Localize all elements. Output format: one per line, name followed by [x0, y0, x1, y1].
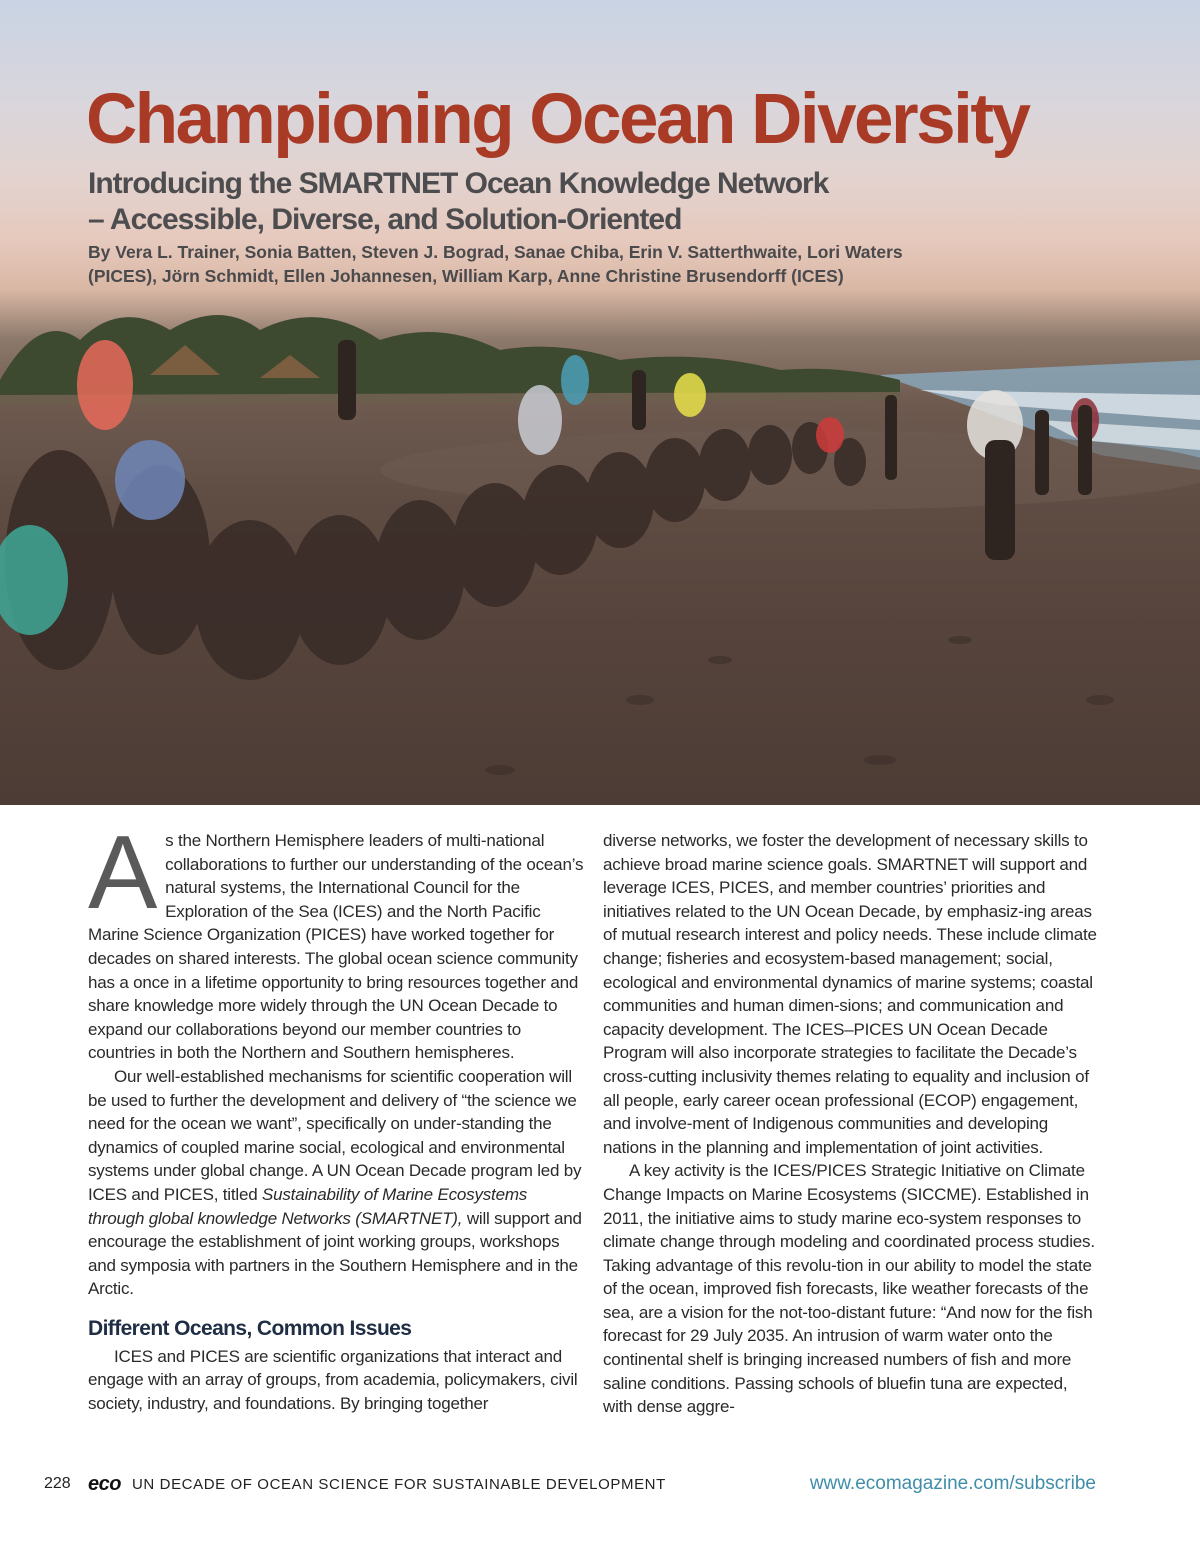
article-column-right	[603, 829, 1099, 1419]
author-byline	[88, 240, 1008, 288]
paragraph-intro-text: s the Northern Hemisphere leaders of multi-national collaborations to further our understanding of the ocean’s natural systems, the International Council for the Exploration of the Sea (ICES) and the North Pacific Marine Science Organization (PICES) have worked together for decades on shared interests. The global ocean science community has a once in a lifetime opportunity to bring resources together and share knowledge more widely through the UN Ocean Decade to expand our collaborations beyond our member countries to countries in both the Northern and Southern hemispheres.	[88, 831, 584, 1063]
paragraph-intro	[88, 815, 584, 1065]
article-column-left	[88, 815, 584, 1416]
page-number: 228	[44, 1475, 71, 1492]
drop-cap: A	[88, 815, 158, 931]
paragraph-organizations: ICES and PICES are scientific organizations that interact and engage with an array of groups, from academia, policymakers, civil society, industry, and foundations. By bringing together	[88, 1346, 578, 1414]
eco-logo: eco	[88, 1473, 121, 1495]
paragraph-siccme: A key activity is the ICES/PICES Strategic Initiative on Climate Change Impacts on Marine Ecosystems (SICCME). Established in 2011, the initiative aims to study marine eco-system responses to climate change through modeling and coordinated process studies. Taking advantage of this revolu-tion in our ability to model the state of the ocean, improved fish forecasts, like weather forecasts of the sea, are a vision for the not-too-distant future: “And now for the fish forecast for 29 July 2035. An intrusion of warm water onto the continental shelf is bringing increased numbers of fish and more saline conditions. Passing schools of bluefin tuna are expected, with dense aggre-	[603, 1161, 1095, 1417]
paragraph-networks: diverse networks, we foster the development of necessary skills to achieve broad marine science goals. SMARTNET will support and leverage ICES, PICES, and member countries’ priorities and initiatives related to the UN Ocean Decade, by emphasiz-ing areas of mutual research interest and policy needs. These include climate change; fisheries and ecosystem-based management; social, ecological and environmental dynamics of marine systems; coastal communities and human dimen-sions; and communication and capacity development. The ICES–PICES UN Ocean Decade Program will also incorporate strategies to facilitate the Decade’s cross-cutting inclusivity themes relating to equality and inclusion of all people, early career ocean professional (ECOP) engagement, and involve-ment of Indigenous communities and developing nations in the planning and implementation of joint activities.	[603, 831, 1097, 1157]
byline-line-1: By Vera L. Trainer, Sonia Batten, Steven J. Bograd, Sanae Chiba, Erin V. Satterthwaite, Lori Waters	[88, 242, 903, 262]
byline-line-2: (PICES), Jörn Schmidt, Ellen Johannesen, William Karp, Anne Christine Brusendorff (ICES)	[88, 266, 844, 286]
paragraph-smartnet-text-a: Our well-established mechanisms for scientific cooperation will be used to further the development and delivery of “the science we need for the ocean we want”, specifically on under-standing the dynamics of coupled marine social, ecological and environmental systems under global change. A UN Ocean Decade program led by ICES and PICES, titled	[88, 1066, 582, 1204]
article-subtitle	[88, 166, 828, 238]
subtitle-line-2: – Accessible, Diverse, and Solution-Oriented	[88, 203, 682, 236]
publication-section: UN DECADE OF OCEAN SCIENCE FOR SUSTAINABLE DEVELOPMENT	[132, 1476, 666, 1493]
page-footer	[44, 1473, 1096, 1497]
paragraph-smartnet-text-b: will support and encourage the establishment of joint working groups, workshops and symposia with partners in the Southern Hemisphere and in the Arctic.	[88, 1208, 582, 1299]
subtitle-line-1: Introducing the SMARTNET Ocean Knowledge Network	[88, 167, 829, 200]
section-heading: Different Oceans, Common Issues	[88, 1316, 412, 1340]
article-title: Championing Ocean Diversity	[86, 80, 1029, 159]
subscribe-link[interactable]: www.ecomagazine.com/subscribe	[809, 1473, 1096, 1494]
paragraph-smartnet	[88, 1065, 584, 1301]
smartnet-program-name: Sustainability of Marine Ecosystems through global knowledge Networks (SMARTNET),	[88, 1184, 528, 1228]
